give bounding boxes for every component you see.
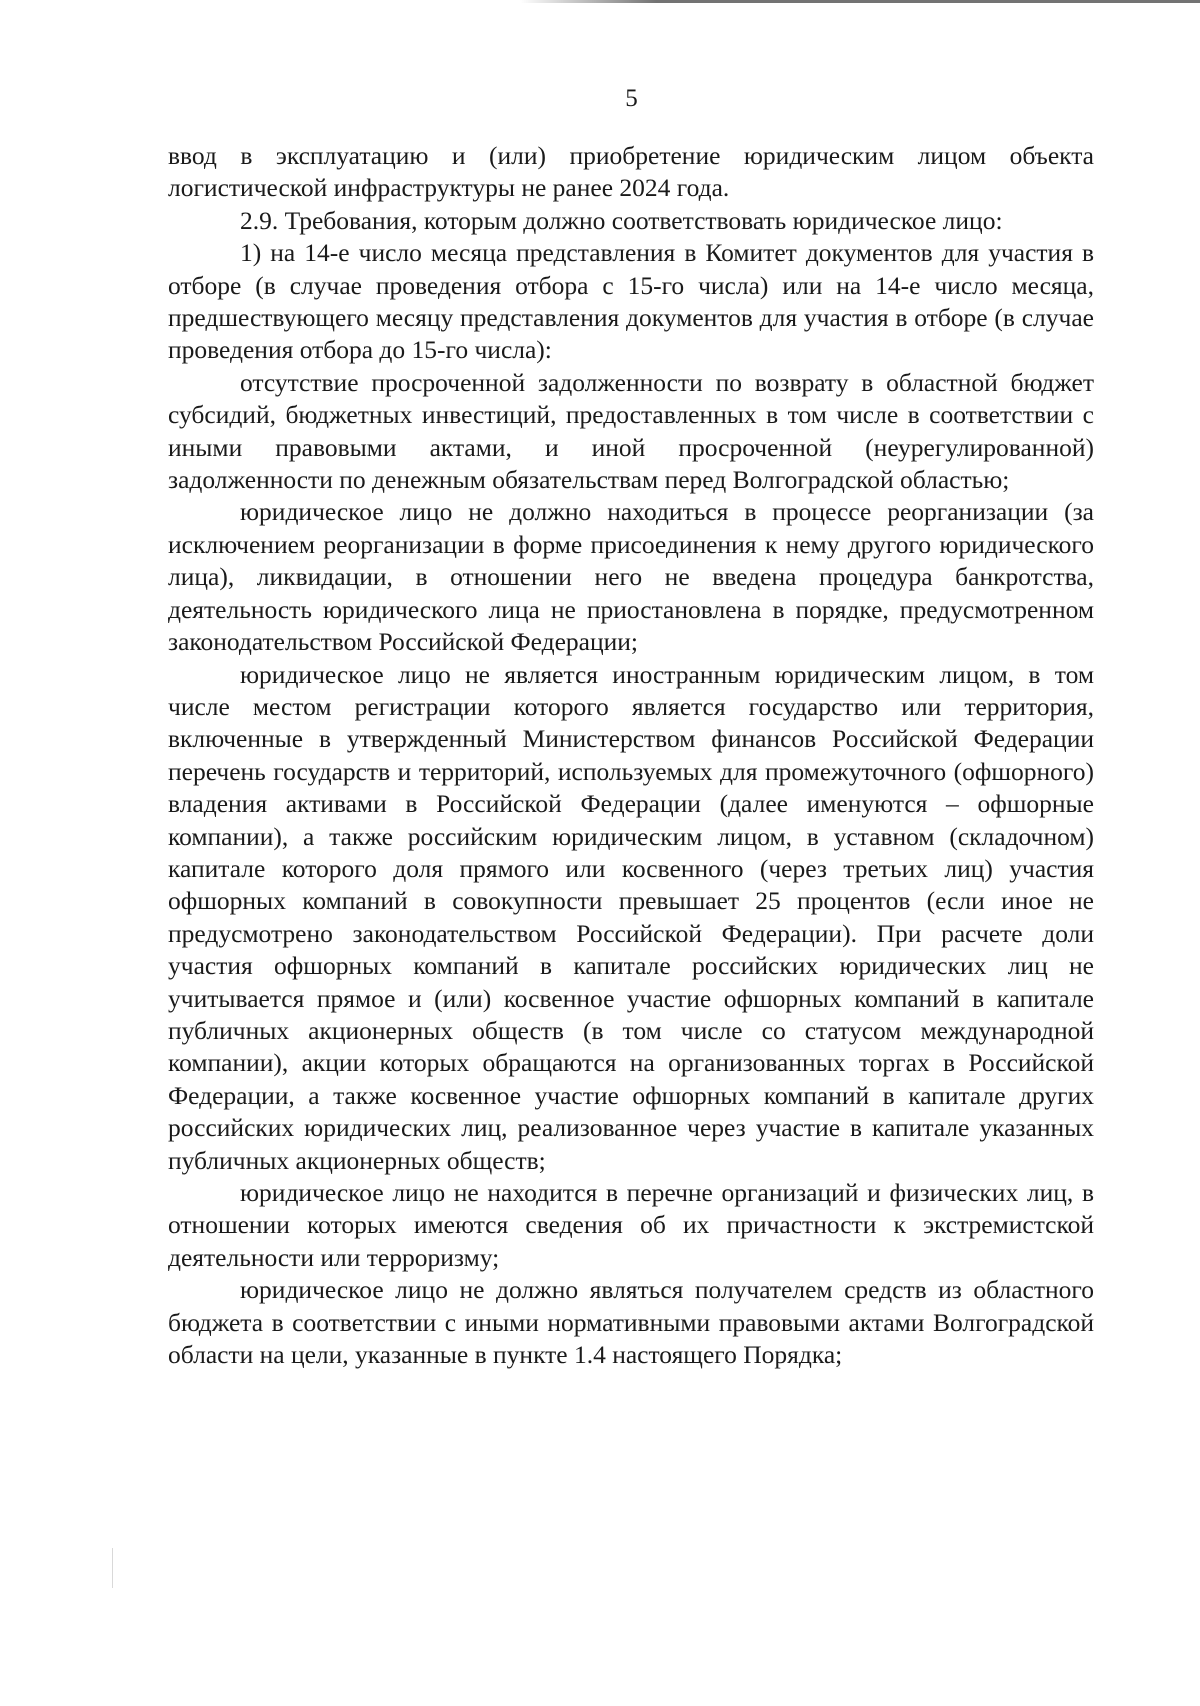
scan-edge-line xyxy=(520,0,1200,3)
paragraph-item-1: 1) на 14-е число месяца представления в Комитет документов для участия в отборе (в случае проведения отбора с 15-го числа) или на 14-е число месяца, предшествующего месяцу представления документов для участия в отборе (в случае проведения отбора до 15-го числа): xyxy=(168,238,1094,365)
paragraph-not-foreign-entity: юридическое лицо не является иностранным юридическим лицом, в том числе местом регистрации которого является государство или территория, включенные в утвержденный Министерством финансов Российской Федерации перечень государств и территорий, используемых для промежуточного (офшорного) владения активами в Российской Федерации (далее именуются – офшорные компании), а также российским юридическим лицом, в уставном (складочном) капитале которого доля прямого или косвенного (через третьих лиц) участия офшорных компаний в совокупности превышает 25 процентов (если иное не предусмотрено законодательством Российской Федерации). При расчете доли участия офшорных компаний в капитале российских юридических лиц не учитывается прямое и (или) косвенное участие офшорных компаний в капитале публичных акционерных обществ (в том числе со статусом международной компании), акции которых обращаются на организованных торгах в Российской Федерации, а также косвенное участие офшорных компаний в капитале других российских юридических лиц, реализованное через участие в капитале указанных публичных акционерных обществ; xyxy=(168,659,1094,1175)
paragraph-not-in-extremist-list: юридическое лицо не находится в перечне организаций и физических лиц, в отношении которых имеются сведения об их причастности к экстремистской деятельности или терроризму; xyxy=(168,1178,1094,1272)
paragraph-continuation: ввод в эксплуатацию и (или) приобретение юридическим лицом объекта логистической инфраструктуры не ранее 2024 года. xyxy=(168,141,1094,203)
paragraph-section-2-9: 2.9. Требования, которым должно соответствовать юридическое лицо: xyxy=(240,205,1003,235)
paragraph-no-overdue-debt: отсутствие просроченной задолженности по возврату в областной бюджет субсидий, бюджетных инвестиций, предоставленных в том числе в соответствии с иными правовыми актами, и иной просроченной (неурегулированной) задолженности по денежным обязательствам перед Волгоградской областью; xyxy=(168,367,1094,495)
page-number: 5 xyxy=(625,85,638,112)
scan-margin-mark xyxy=(112,1548,113,1588)
paragraph-no-reorganization: юридическое лицо не должно находиться в процессе реорганизации (за исключением реорганизации в форме присоединения к нему другого юридического лица), ликвидации, в отношении него не введена процедура банкротства, деятельность юридического лица не приостановлена в порядке, предусмотренном законодательством Российской Федерации; xyxy=(168,497,1094,657)
paragraph-not-budget-recipient: юридическое лицо не должно являться получателем средств из областного бюджета в соответствии с иными нормативными правовыми актами Волгоградской области на цели, указанные в пункте 1.4 настоящего Порядка; xyxy=(168,1275,1094,1370)
document-body xyxy=(168,140,1094,1371)
